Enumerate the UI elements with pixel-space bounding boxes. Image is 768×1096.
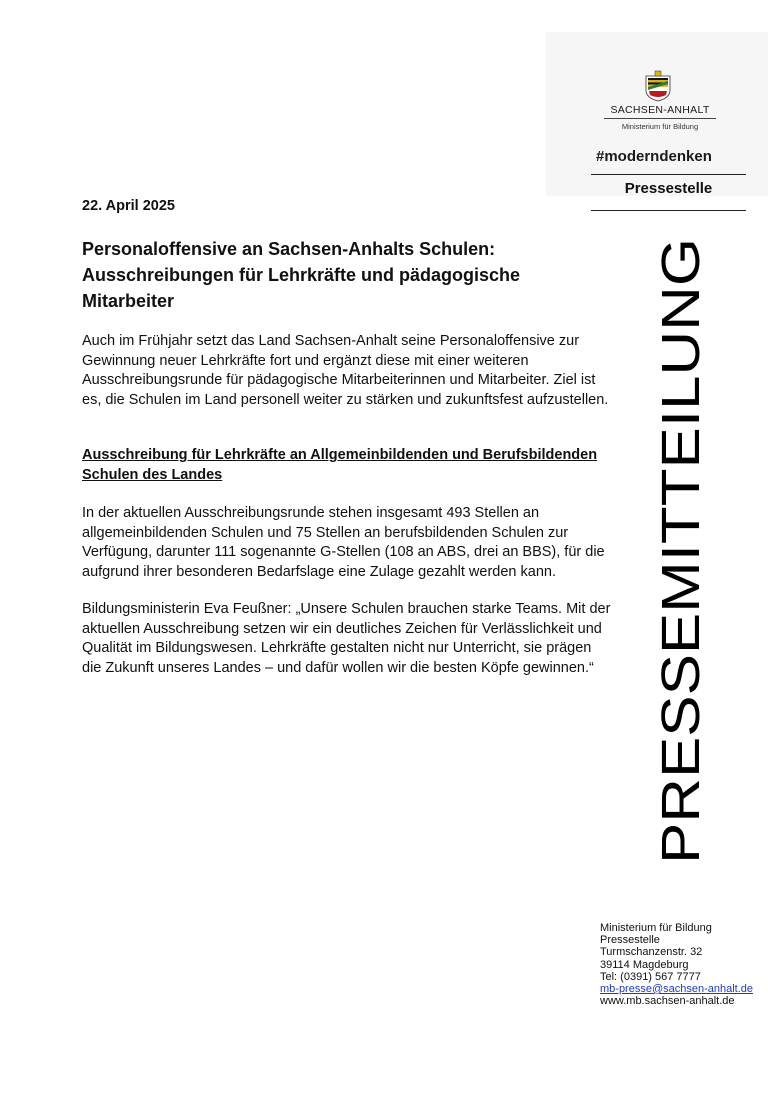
- contact-city: 39114 Magdeburg: [600, 958, 689, 971]
- press-release-banner: [651, 238, 711, 864]
- release-date: 22. April 2025: [82, 198, 175, 214]
- contact-street: Turmschanzenstr. 32: [600, 946, 703, 959]
- ministry-logo-caption: Ministerium für Bildung: [621, 122, 699, 131]
- positions-paragraph: In der aktuellen Ausschreibungsrunde stehen insgesamt 493 Stellen an allgemeinbildenden Schulen und 75 Stellen an berufsbildenden Schulen zur Verfügung, darunter 111 sogenannte G-Stellen (108 an ABS, drei an BBS), für die aufgrund ihrer besonderen Bedarfslage eine Zulage gezahlt werden kann.: [82, 505, 605, 580]
- contact-website[interactable]: www.mb.sachsen-anhalt.de: [600, 995, 735, 1008]
- divider-bottom: [591, 210, 746, 211]
- coat-of-arms-icon: [644, 70, 672, 102]
- contact-ministry: Ministerium für Bildung: [600, 922, 712, 934]
- contact-email-link[interactable]: mb-presse@sachsen-anhalt.de: [600, 983, 754, 996]
- contact-department: Pressestelle: [600, 934, 660, 947]
- press-release-banner-text: PRESSEMITTEILUNG: [651, 317, 711, 864]
- campaign-hashtag: #moderndenken: [596, 148, 712, 165]
- minister-quote-paragraph: Bildungsministerin Eva Feußner: „Unsere Schulen brauchen starke Teams. Mit der aktuellen Ausschreibung setzen wir ein deutliches Zeichen für Verlässlichkeit und Qualität im Bildungswesen. Lehrkräfte gestalten nicht nur Unterricht, sie prägen die Zukunft unseres Landes – und dafür wollen wir die besten Köpfe gewinnen.“: [82, 601, 611, 676]
- department-label: Pressestelle: [624, 180, 713, 197]
- logo-divider: [604, 118, 716, 119]
- state-name: SACHSEN-ANHALT: [610, 104, 710, 116]
- contact-phone: Tel: (0391) 567 7777: [600, 970, 701, 983]
- contact-block: [600, 922, 753, 1007]
- divider-top: [591, 174, 746, 175]
- article-title: Personaloffensive an Sachsen-Anhalts Schulen: Ausschreibungen für Lehrkräfte und pädagogische Mitarbeiter: [82, 239, 521, 311]
- section-subheading: Ausschreibung für Lehrkräfte an Allgemeinbildenden und Berufsbildenden Schulen des Landes: [82, 447, 598, 483]
- intro-paragraph: Auch im Frühjahr setzt das Land Sachsen-Anhalt seine Personaloffensive zur Gewinnung neuer Lehrkräfte fort und ergänzt diese mit einer weiteren Ausschreibungsrunde für pädagogische Mitarbeiterinnen und Mitarbeiter. Ziel ist es, die Schulen im Land personell weiter zu stärken und zukunftsfest aufzustellen.: [82, 333, 609, 408]
